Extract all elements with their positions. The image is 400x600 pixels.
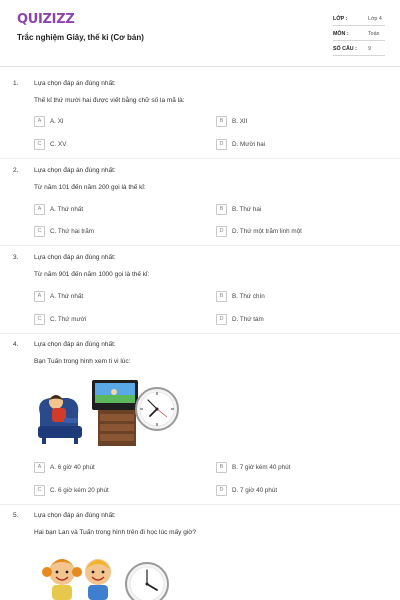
quizizz-logo: QUIZIZZ (17, 12, 75, 27)
option-letter-box: D (216, 226, 227, 237)
question-divider (0, 158, 400, 159)
question-divider (0, 333, 400, 334)
option-text: A. XI (50, 118, 64, 125)
meta-grade-label: LỚP : (333, 16, 348, 22)
question-3-option-b[interactable] (216, 291, 376, 303)
question-2-prompt: Lựa chọn đáp án đúng nhất: (34, 167, 116, 174)
meta-count-row (333, 42, 385, 56)
question-4-text: Bạn Tuấn trong hình xem ti vi lúc: (34, 358, 131, 365)
question-2-option-a[interactable] (34, 204, 194, 216)
question-1-option-c[interactable] (34, 139, 194, 151)
option-text: C. Thứ mười (50, 316, 87, 323)
option-letter-box: D (216, 139, 227, 150)
question-divider (0, 504, 400, 505)
option-text: A. Thứ nhất (50, 293, 84, 300)
question-2-option-b[interactable] (216, 204, 376, 216)
option-letter-box: D (216, 314, 227, 325)
question-4-option-d[interactable] (216, 485, 376, 497)
worksheet-meta (333, 12, 385, 56)
meta-subject-label: MÔN : (333, 31, 349, 37)
question-1-number: 1. (13, 80, 19, 87)
option-letter-box: B (216, 462, 227, 473)
option-letter-box: B (216, 116, 227, 127)
question-1-prompt: Lựa chọn đáp án đúng nhất: (34, 80, 116, 87)
question-3-option-c[interactable] (34, 314, 194, 326)
question-4-prompt: Lựa chọn đáp án đúng nhất: (34, 341, 116, 348)
question-1-text: Thế kỉ thứ mười hai được viết bằng chữ số la mã là: (34, 97, 185, 104)
option-letter-box: C (34, 226, 45, 237)
option-text: D. Thứ tám (232, 316, 264, 323)
question-4-option-b[interactable] (216, 462, 376, 474)
option-letter-box: A (34, 462, 45, 473)
meta-subject-value: Toán (368, 31, 380, 37)
question-3-option-d[interactable] (216, 314, 376, 326)
header-divider (0, 66, 400, 67)
option-text: C. 6 giờ kém 20 phút (50, 487, 109, 494)
option-text: D. Mười hai (232, 141, 266, 148)
question-2-option-c[interactable] (34, 226, 194, 238)
two-kids-illustration (42, 550, 122, 600)
question-5-prompt: Lựa chọn đáp án đúng nhất: (34, 512, 116, 519)
option-letter-box: B (216, 204, 227, 215)
question-3-prompt: Lựa chọn đáp án đúng nhất: (34, 254, 116, 261)
option-text: B. Thứ chín (232, 293, 265, 300)
question-5-number: 5. (13, 512, 19, 519)
option-text: B. XII (232, 118, 248, 125)
question-5-text: Hai bạn Lan và Tuấn trong hình trên đi học lúc mấy giờ? (34, 529, 197, 536)
girl-icon (49, 559, 75, 585)
question-2-text: Từ năm 101 đến năm 200 gọi là thế kỉ: (34, 184, 146, 191)
option-letter-box: C (34, 139, 45, 150)
option-text: A. 6 giờ 40 phút (50, 464, 95, 471)
meta-count-value: 9 (368, 46, 371, 52)
option-letter-box: C (34, 485, 45, 496)
option-text: C. XV (50, 141, 67, 148)
question-divider (0, 245, 400, 246)
option-letter-box: A (34, 116, 45, 127)
option-text: B. Thứ hai (232, 206, 262, 213)
option-text: A. Thứ nhất (50, 206, 84, 213)
option-letter-box: B (216, 291, 227, 302)
option-text: D. Thứ một trăm linh một (232, 228, 302, 235)
clock-icon (123, 560, 171, 600)
meta-grade-row (333, 12, 385, 26)
question-2-option-d[interactable] (216, 226, 376, 238)
question-3-number: 3. (13, 254, 19, 261)
option-text: D. 7 giờ 40 phút (232, 487, 278, 494)
worksheet-title: Trắc nghiệm Giây, thế kỉ (Cơ bản) (17, 33, 144, 42)
question-3-option-a[interactable] (34, 291, 194, 303)
option-letter-box: C (34, 314, 45, 325)
meta-count-label: SỐ CÂU : (333, 46, 357, 52)
option-letter-box: A (34, 291, 45, 302)
option-text: C. Thứ hai trăm (50, 228, 94, 235)
question-4-option-a[interactable] (34, 462, 194, 474)
meta-subject-row (333, 27, 385, 41)
clock-icon (134, 386, 180, 432)
option-letter-box: A (34, 204, 45, 215)
meta-grade-value: Lớp 4 (368, 16, 382, 22)
option-letter-box: D (216, 485, 227, 496)
question-1-option-d[interactable] (216, 139, 376, 151)
question-1-option-a[interactable] (34, 116, 194, 128)
question-1-option-b[interactable] (216, 116, 376, 128)
question-4-number: 4. (13, 341, 19, 348)
option-text: B. 7 giờ kém 40 phút (232, 464, 291, 471)
question-2-number: 2. (13, 167, 19, 174)
question-4-option-c[interactable] (34, 485, 194, 497)
question-3-text: Từ năm 901 đến năm 1000 gọi là thế kỉ: (34, 271, 150, 278)
